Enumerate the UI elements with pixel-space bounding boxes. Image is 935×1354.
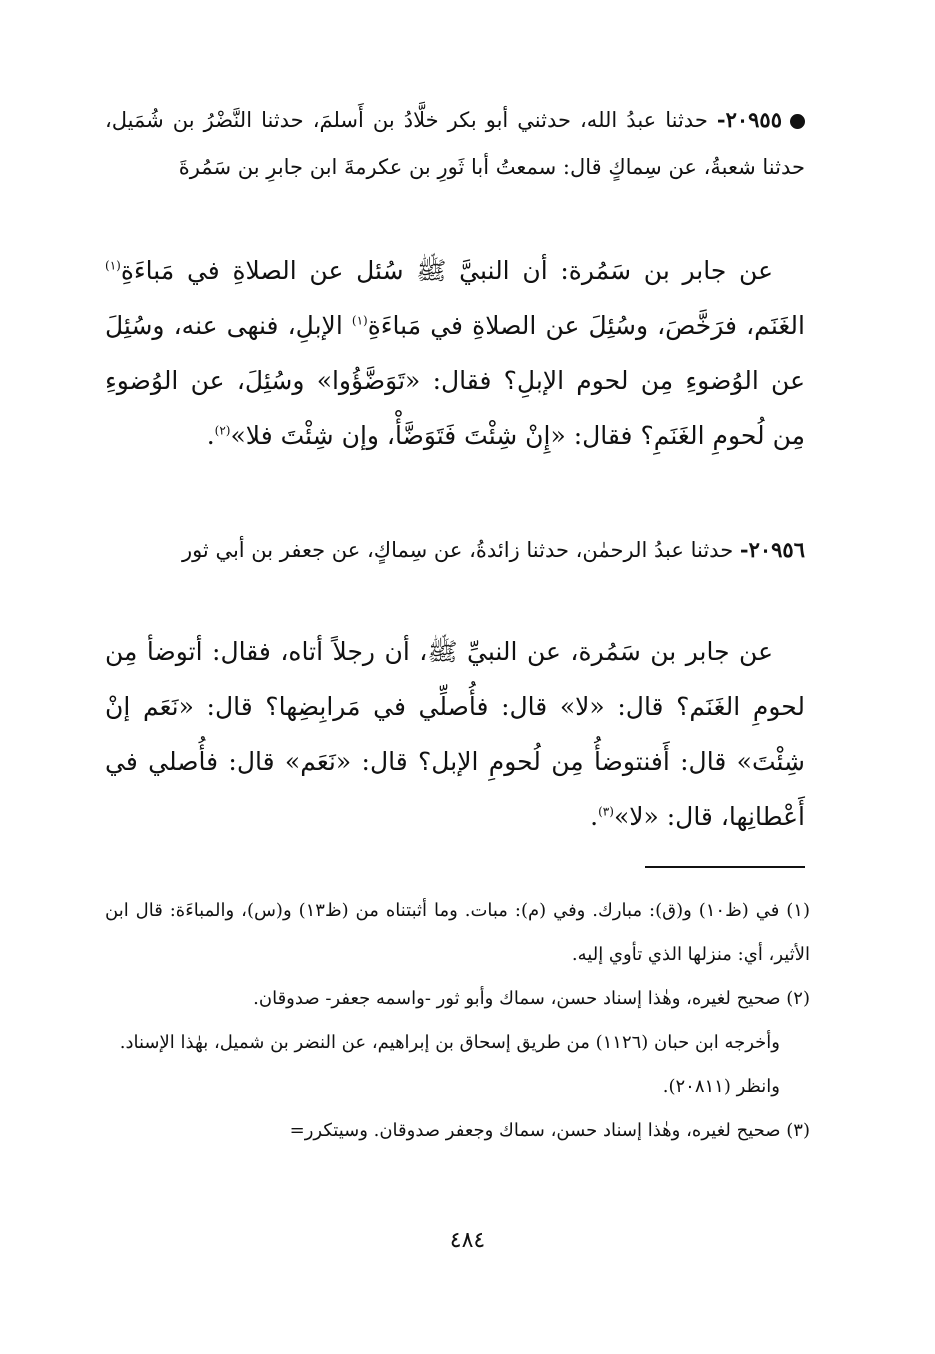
footnote-2: (٢) صحيح لغيره، وهٰذا إسناد حسن، سماك وأبو ثور -واسمه جعفر- صدوقان. (253, 988, 810, 1009)
matn-text: عن جابر بن سَمُرة: أن النبيَّ ﷺ سُئل عن الصلاةِ في مَباءَةِ (120, 256, 773, 285)
hadith-20955-isnad (105, 96, 805, 191)
footnote-3: (٣) صحيح لغيره، وهٰذا إسناد حسن، سماك وجعفر صدوقان. وسيتكرر= (289, 1120, 810, 1141)
footnote-ref[interactable]: (١) (351, 313, 368, 328)
hadith-20956-isnad (105, 526, 805, 574)
footnote-ref[interactable]: (١) (105, 258, 121, 273)
footnote-ref[interactable]: (٢) (214, 423, 231, 438)
isnad-text: حدثنا عبدُ الله، حدثني أبو بكر خلَّادُ بن أَسلمَ، حدثنا النَّضْرُ بن شُمَيل، حدثنا شعبةُ، عن سِماكٍ قال: سمعتُ أبا ثَورِ بن عكرمةَ ابن جابرِ بن سَمُرةَ (105, 108, 805, 179)
matn-text: الإبلِ، فنهى عنه، وسُئِلَ عن الوُضوءِ مِن لحوم الإبلِ؟ فقال: «تَوَضَّؤُوا» وسُئِلَ، عن الوُضوءِ مِن لُحومِ الغَنَمِ؟ فقال: «إِنْ شِئْتَ فَتَوَضَّأْ، وإن شِئْتَ فلا» (105, 311, 805, 450)
matn-end: . (206, 421, 215, 450)
hadith-number: ٢٠٩٥٥- (716, 107, 782, 132)
matn-end: . (590, 802, 599, 831)
footnote-divider (645, 866, 805, 868)
footnote-ref[interactable]: (٣) (598, 804, 614, 819)
footnote-2-reference: وانظر (٢٠٨١١). (662, 1076, 780, 1097)
matn-text: عن جابر بن سَمُرة، عن النبيِّ ﷺ، أن رجلاً أتاه، فقال: أتوضأ مِن لحومِ الغَنَم؟ قال: «لا» قال: فأُصلِّي في مَرابِضِها؟ قال: «نَعَم إنْ شِئْتَ» قال: أَفنتوضأُ مِن لُحومِ الإبل؟ قال: «نَعَم» قال: فأُصلي في أَعْطانِها، قال: «لا» (105, 637, 805, 831)
hadith-20955-matn (105, 243, 805, 463)
footnote-1: (١) في (ظ١٠) و(ق): مبارك. وفي (م): مبات. وما أثبتناه من (ظ١٣) و(س)، والمباءَة: قال ابن الأثير، أي: منزلها الذي تأوي إليه. (105, 900, 810, 965)
footnote-2-continuation: وأخرجه ابن حبان (١١٢٦) من طريق إسحاق بن إبراهيم، عن النضر بن شميل، بهٰذا الإسناد. (119, 1032, 780, 1053)
matn-text: الغَنَم، فرَخَّصَ، وسُئِلَ عن الصلاةِ في مَباءَةِ (367, 311, 805, 340)
hadith-number: ٢٠٩٥٦- (739, 537, 805, 562)
isnad-text: حدثنا عبدُ الرحمٰن، حدثنا زائدةُ، عن سِماكٍ، عن جعفر بن أبي ثور (181, 538, 734, 562)
footnotes (105, 889, 810, 1153)
bullet-marker (790, 114, 805, 129)
page-number: ٤٨٤ (449, 1228, 486, 1253)
hadith-20956-matn (105, 624, 805, 844)
